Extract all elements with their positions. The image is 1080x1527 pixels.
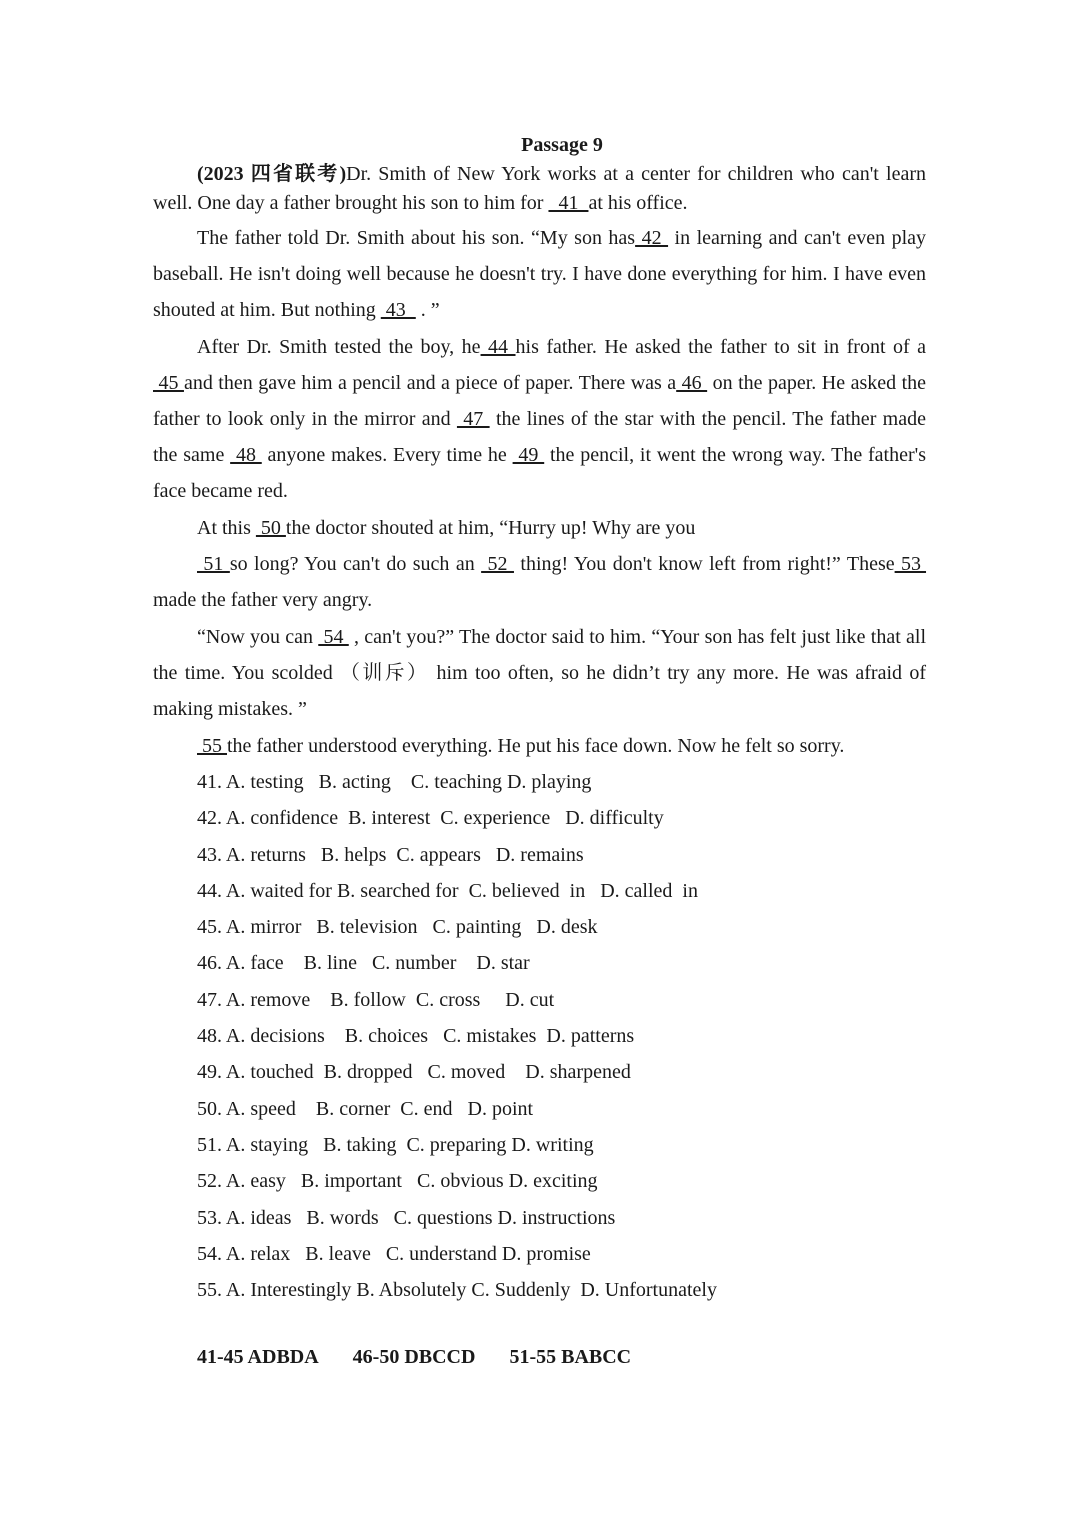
source-label: (2023 四省联考) [197,163,347,185]
option-line: 41. A. testing B. acting C. teaching D. playing [197,771,592,793]
answer-group: 41-45 ADBDA [197,1346,319,1368]
blank-55: 55 [197,735,227,757]
answer-group: 46-50 DBCCD [352,1346,476,1368]
blank-52: 52 [481,553,514,575]
answer-group: 51-55 BABCC [509,1346,632,1368]
blank-42: 42 [635,227,669,249]
passage-title: Passage 9 [521,134,603,156]
blank-53: 53 [894,553,927,575]
option-line: 46. A. face B. line C. number D. star [197,952,530,975]
paragraph-3: After Dr. Smith tested the boy, he 44 his father. He asked the father to sit in front of a 45 and then gave him a pencil and a piece of paper. There was a 46 on the paper. He asked the father to look only in the mirror and 47 the lines of the star with the pencil. The father made the same 48 anyone makes. Every time he 49 the pencil, it went the wrong way. The father's face became red. [153,336,927,502]
blank-44: 44 [480,336,516,358]
paragraph-1: (2023 四省联考)Dr. Smith of New York works at a center for children who can't learn well. One day a father brought his son to him for 41 at his office. [153,163,926,214]
blank-48: 48 [230,444,262,466]
blank-43: 43 [380,299,416,321]
options-list [197,764,717,1308]
paragraph-5: 51 so long? You can't do such an 52 thing! You don't know left from right!” These 53 made the father very angry. [153,553,927,611]
blank-54: 54 [318,626,349,648]
blank-47: 47 [456,408,490,430]
option-line: 47. A. remove B. follow C. cross D. cut [197,988,555,1011]
option-line: 53. A. ideas B. words C. questions D. instructions [197,1206,616,1229]
blank-51: 51 [197,553,230,575]
paragraph-4: At this 50 the doctor shouted at him, “Hurry up! Why are you [197,517,696,539]
option-line: 45. A. mirror B. television C. painting D. desk [197,916,598,939]
answer-key [197,1346,665,1369]
paragraph-6: “Now you can 54 , can't you?” The doctor said to him. “Your son has felt just like that all the time. You scolded （训斥） him too often, so he didn’t try any more. He was afraid of making mistakes. ” [153,626,927,720]
option-line: 52. A. easy B. important C. obvious D. exciting [197,1170,598,1193]
blank-50: 50 [255,517,286,539]
blank-41: 41 [548,192,589,214]
option-line: 43. A. returns B. helps C. appears D. remains [197,843,584,866]
option-line: 54. A. relax B. leave C. understand D. promise [197,1242,591,1265]
blank-46: 46 [676,372,708,394]
option-line: 50. A. speed B. corner C. end D. point [197,1097,534,1120]
option-line: 44. A. waited for B. searched for C. believed in D. called in [197,879,698,902]
paragraph-7: 55 the father understood everything. He put his face down. Now he felt so sorry. [197,735,845,757]
blank-45: 45 [153,372,184,394]
blank-49: 49 [512,444,545,466]
option-line: 55. A. Interestingly B. Absolutely C. Suddenly D. Unfortunately [197,1279,717,1302]
paragraph-2: The father told Dr. Smith about his son. “My son has 42 in learning and can't even play baseball. He isn't doing well because he doesn't try. I have done everything for him. I have even shouted at him. But nothing 43 . ” [153,227,927,321]
option-line: 48. A. decisions B. choices C. mistakes D. patterns [197,1025,635,1048]
option-line: 51. A. staying B. taking C. preparing D. writing [197,1133,594,1156]
option-line: 49. A. touched B. dropped C. moved D. sharpened [197,1061,631,1084]
option-line: 42. A. confidence B. interest C. experience D. difficulty [197,807,664,830]
